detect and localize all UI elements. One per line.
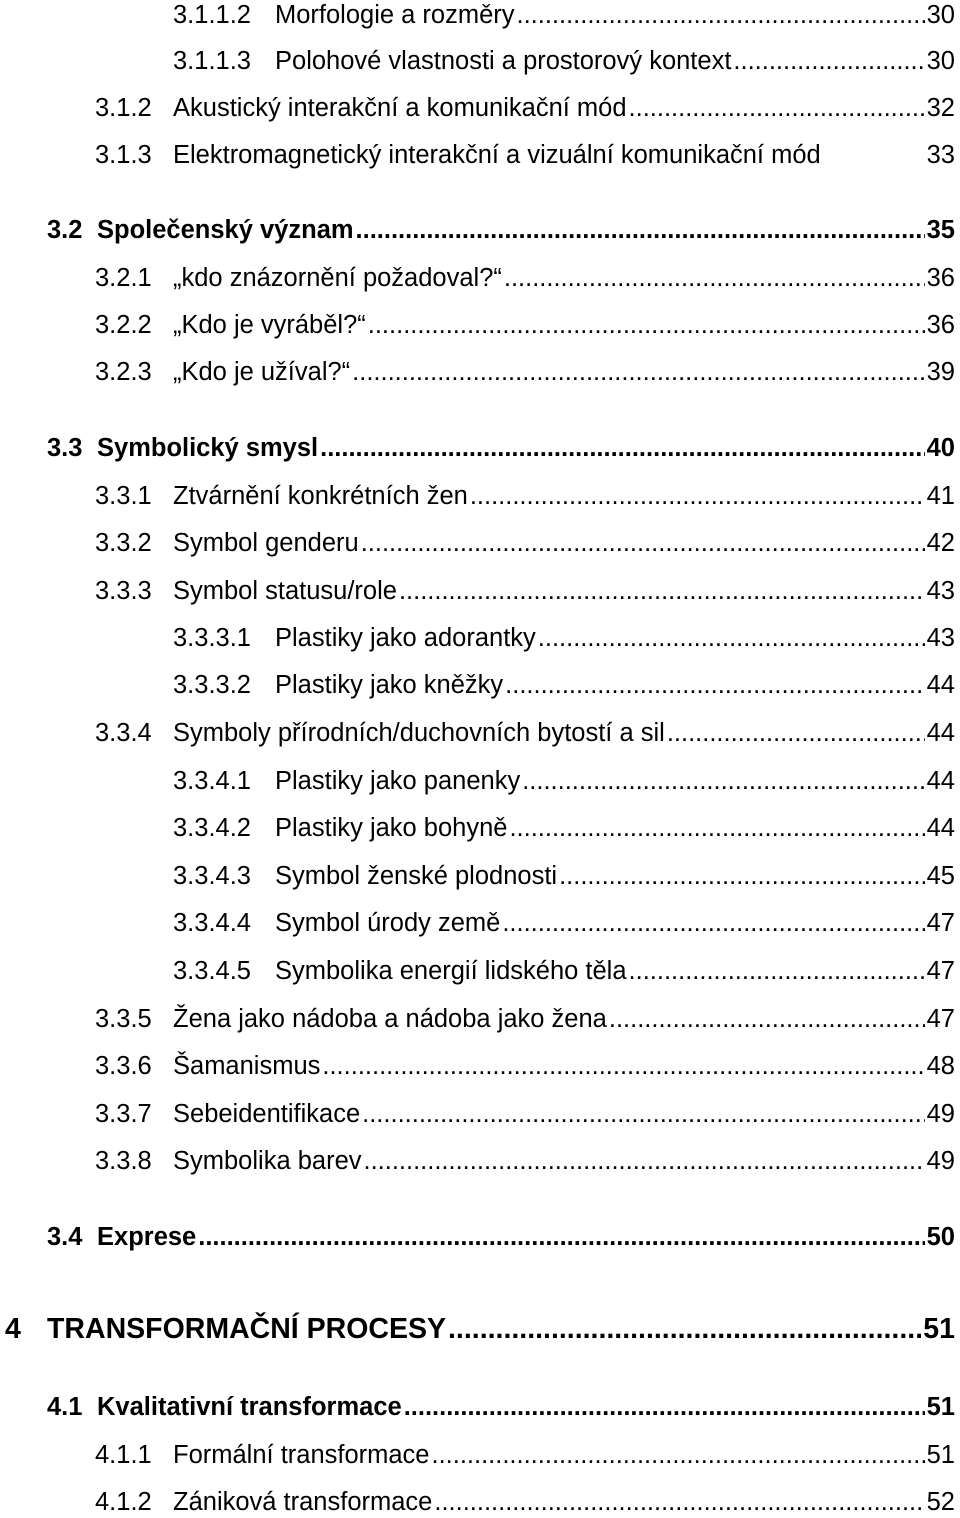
toc-entry-title: „kdo znázornění požadoval?“ — [173, 264, 502, 292]
toc-entry[interactable] — [95, 576, 955, 606]
toc-entry-number: 3.3.3.2 — [173, 671, 251, 699]
toc-entry-title: Symbol úrody země — [275, 909, 501, 937]
toc-entry-title: Akustický interakční a komunikační mód — [173, 94, 627, 122]
toc-entry-number: 3.3.4.1 — [173, 767, 251, 795]
toc-entry-page: 47 — [926, 1005, 955, 1033]
toc-entry-number: 3.3.3 — [95, 577, 152, 605]
toc-entry[interactable] — [95, 310, 955, 340]
dot-leader — [352, 357, 924, 387]
toc-entry-page: 47 — [926, 957, 955, 985]
toc-entry[interactable] — [95, 357, 955, 387]
toc-entry[interactable] — [5, 1312, 955, 1346]
dot-leader — [320, 433, 925, 463]
toc-entry-number: 3.3.7 — [95, 1100, 152, 1128]
dot-leader — [399, 576, 925, 606]
dot-leader — [502, 908, 924, 938]
toc-entry-page: 32 — [926, 94, 955, 122]
toc-entry-title: Společenský význam — [97, 216, 354, 244]
toc-entry-title: Symboly přírodních/duchovních bytostí a sil — [173, 719, 665, 747]
toc-entry-page: 44 — [926, 671, 955, 699]
toc-entry-title: Sebeidentifikace — [173, 1100, 361, 1128]
toc-entry-page: 43 — [926, 577, 955, 605]
toc-entry-number: 3.3.4.5 — [173, 957, 251, 985]
dot-leader — [470, 481, 925, 511]
toc-entry-page: 33 — [926, 141, 955, 169]
toc-entry[interactable] — [47, 215, 955, 245]
toc-entry-page: 44 — [926, 767, 955, 795]
toc-entry-title: Polohové vlastnosti a prostorový kontext — [275, 47, 732, 75]
dot-leader — [322, 1051, 924, 1081]
dot-leader — [559, 861, 925, 891]
toc-entry-title: Ztvárnění konkrétních žen — [173, 482, 468, 510]
toc-entry[interactable] — [173, 46, 955, 76]
toc-entry-title: Symbol statusu/role — [173, 577, 397, 605]
toc-entry-number: 3.3.4.4 — [173, 909, 251, 937]
toc-entry[interactable] — [95, 1487, 955, 1517]
toc-entry-page: 36 — [926, 264, 955, 292]
toc-entry-page: 44 — [926, 719, 955, 747]
dot-leader — [629, 956, 925, 986]
dot-leader — [517, 0, 925, 30]
toc-entry-number: 4 — [5, 1313, 21, 1345]
toc-entry-page: 49 — [926, 1100, 955, 1128]
toc-entry[interactable] — [95, 1146, 955, 1176]
toc-entry-page: 36 — [926, 311, 955, 339]
toc-entry-page: 51 — [923, 1313, 955, 1345]
toc-entry[interactable] — [95, 1440, 955, 1470]
toc-entry-number: 3.1.2 — [95, 94, 152, 122]
dot-leader — [629, 93, 925, 123]
toc-entry-page: 39 — [926, 358, 955, 386]
toc-entry-title: Symbolika barev — [173, 1147, 362, 1175]
toc-entry-number: 4.1.1 — [95, 1441, 152, 1469]
toc-entry-title: Šamanismus — [173, 1052, 321, 1080]
toc-entry-number: 3.1.1.2 — [173, 1, 251, 29]
toc-entry[interactable] — [173, 861, 955, 891]
toc-entry-page: 42 — [926, 529, 955, 557]
toc-entry-title: „Kdo je užíval?“ — [173, 358, 351, 386]
toc-entry-title: Žena jako nádoba a nádoba jako žena — [173, 1005, 607, 1033]
toc-entry-title: Plastiky jako panenky — [275, 767, 521, 795]
toc-entry-number: 3.2 — [47, 216, 83, 244]
toc-entry-title: Plastiky jako bohyně — [275, 814, 508, 842]
toc-entry[interactable] — [173, 908, 955, 938]
toc-entry[interactable] — [95, 528, 955, 558]
dot-leader — [504, 263, 925, 293]
toc-entry-title: Zániková transformace — [173, 1488, 433, 1516]
dot-leader — [432, 1440, 925, 1470]
toc-entry-page: 50 — [926, 1223, 955, 1251]
toc-entry-title: Symbolika energií lidského těla — [275, 957, 627, 985]
dot-leader — [448, 1312, 921, 1346]
toc-entry-page: 45 — [926, 862, 955, 890]
toc-entry[interactable] — [95, 718, 955, 748]
dot-leader — [368, 310, 925, 340]
toc-entry-number: 3.3 — [47, 434, 83, 462]
toc-entry[interactable] — [47, 1392, 955, 1422]
toc-entry[interactable] — [47, 433, 955, 463]
toc-entry-number: 4.1.2 — [95, 1488, 152, 1516]
toc-entry[interactable] — [173, 766, 955, 796]
toc-entry-title: Exprese — [97, 1223, 197, 1251]
toc-entry-number: 3.3.5 — [95, 1005, 152, 1033]
dot-leader — [364, 1146, 925, 1176]
toc-entry-page: 41 — [926, 482, 955, 510]
toc-entry[interactable] — [47, 1222, 955, 1252]
dot-leader — [609, 1004, 925, 1034]
dot-leader — [505, 670, 924, 700]
toc-entry[interactable] — [173, 956, 955, 986]
toc-entry-page: 43 — [926, 624, 955, 652]
dot-leader — [538, 623, 925, 653]
dot-leader — [361, 528, 925, 558]
toc-entry-number: 3.4 — [47, 1223, 83, 1251]
dot-leader — [356, 215, 925, 245]
toc-entry-number: 3.3.8 — [95, 1147, 152, 1175]
toc-entry-number: 3.3.4.2 — [173, 814, 251, 842]
dot-leader — [362, 1099, 924, 1129]
toc-entry[interactable] — [95, 481, 955, 511]
toc-entry-title: Symbolický smysl — [97, 434, 319, 462]
toc-entry[interactable] — [173, 813, 955, 843]
toc-entry-number: 3.3.2 — [95, 529, 152, 557]
dot-leader — [198, 1222, 924, 1252]
toc-entry-number: 3.1.1.3 — [173, 47, 251, 75]
toc-entry-title: TRANSFORMAČNÍ PROCESY — [47, 1313, 447, 1345]
toc-entry-title: Elektromagnetický interakční a vizuální komunikační mód — [173, 141, 821, 169]
toc-entry-page: 52 — [926, 1488, 955, 1516]
toc-entry-number: 3.3.3.1 — [173, 624, 251, 652]
toc-entry-title: Morfologie a rozměry — [275, 1, 515, 29]
toc-entry[interactable] — [95, 140, 955, 170]
toc-entry-page: 51 — [926, 1441, 955, 1469]
toc-entry[interactable] — [173, 623, 955, 653]
toc-entry-title: „Kdo je vyráběl?“ — [173, 311, 366, 339]
toc-entry[interactable] — [173, 670, 955, 700]
toc-entry-page: 49 — [926, 1147, 955, 1175]
dot-leader — [509, 813, 924, 843]
toc-entry[interactable] — [173, 0, 955, 30]
toc-entry-page: 44 — [926, 814, 955, 842]
dot-leader — [733, 46, 924, 76]
toc-entry[interactable] — [95, 1099, 955, 1129]
toc-entry-number: 3.3.4 — [95, 719, 152, 747]
dot-leader — [434, 1487, 924, 1517]
dot-leader — [404, 1392, 925, 1422]
toc-entry-number: 3.2.3 — [95, 358, 152, 386]
dot-leader — [667, 718, 925, 748]
toc-entry-title: Symbol ženské plodnosti — [275, 862, 558, 890]
toc-entry-number: 3.2.2 — [95, 311, 152, 339]
toc-entry[interactable] — [95, 1051, 955, 1081]
dot-leader — [522, 766, 924, 796]
toc-entry-page: 40 — [926, 434, 955, 462]
toc-entry-page: 30 — [926, 47, 955, 75]
toc-entry-title: Plastiky jako adorantky — [275, 624, 536, 652]
toc-entry-title: Kvalitativní transformace — [97, 1393, 402, 1421]
toc-entry-page: 48 — [926, 1052, 955, 1080]
toc-entry-number: 4.1 — [47, 1393, 83, 1421]
toc-entry-number: 3.2.1 — [95, 264, 152, 292]
toc-entry-number: 3.3.4.3 — [173, 862, 251, 890]
toc-entry-number: 3.1.3 — [95, 141, 152, 169]
toc-entry[interactable] — [95, 1004, 955, 1034]
toc-entry-title: Symbol genderu — [173, 529, 359, 557]
toc-entry-title: Formální transformace — [173, 1441, 430, 1469]
toc-entry[interactable] — [95, 93, 955, 123]
toc-entry-page: 35 — [926, 216, 955, 244]
toc-entry-page: 30 — [926, 1, 955, 29]
toc-entry-number: 3.3.6 — [95, 1052, 152, 1080]
toc-entry-page: 47 — [926, 909, 955, 937]
toc-entry-title: Plastiky jako kněžky — [275, 671, 504, 699]
toc-entry[interactable] — [95, 263, 955, 293]
toc-entry-page: 51 — [926, 1393, 955, 1421]
toc-entry-number: 3.3.1 — [95, 482, 152, 510]
